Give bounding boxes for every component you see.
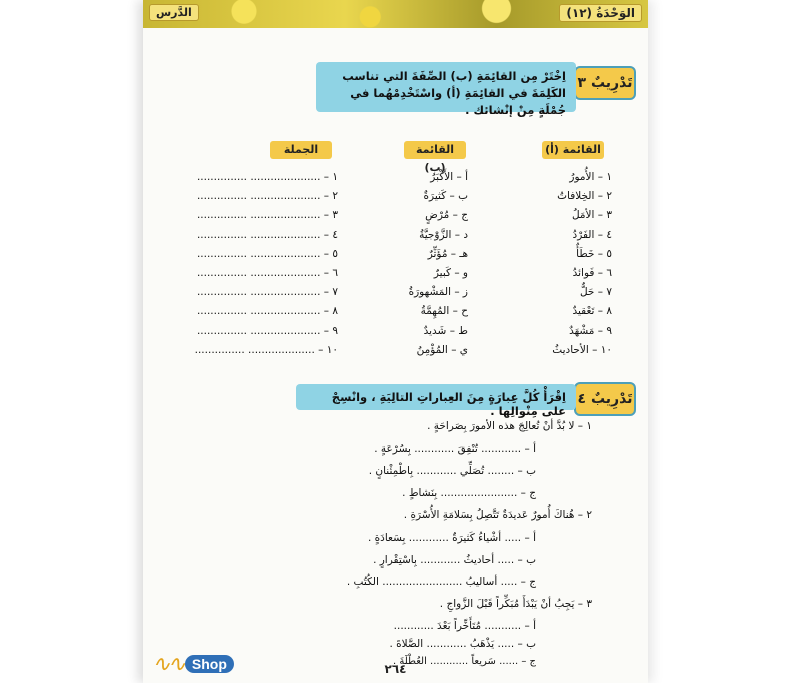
unit-label: الوَحْدَةُ (١٢) [559,4,642,22]
exercise-item: ب – ..... أحاديثُ ............ بِاسْتِقْرارٍ . [373,554,536,566]
list-item: ب – كَثيرَةٌ [423,190,468,203]
exercise-item: ج – ...... سَريعاً ............ العُطْلَةَ . [393,656,536,667]
exercise-3-instruction: اِخْتَرْ مِن القائِمَةِ (ب) الصِّفَةَ التي تناسب الكَلِمَةَ في القائِمَةِ (أ) واسْتَخْدِمْهُما في جُمْلَةٍ مِنْ إنْشائك . [316,62,576,112]
sentence-line: ٧ – ..................... ............... [196,286,338,299]
exercise-item: ب – ..... يَذْهَبُ ............ الصَّلاةَ . [389,638,536,650]
list-item: ج – مُرْضٍ [425,209,468,222]
sentence-list [188,168,338,360]
exercise-item: ٣ – يَجِبُ أنْ يَبْدَأَ مُبَكِّراً قَبْلَ الزَّواجِ . [439,598,592,610]
list-item: ٢ – الخِلافاتُ [557,190,612,203]
sentence-line: ٥ – ..................... ............... [196,247,338,260]
logo-text: Shop [185,655,234,673]
exercise-item: أ – ............ تُنْفِقَ ............ بِسُرْعَةٍ . [374,443,536,455]
list-item: ٤ – الفَرْدُ [572,228,612,241]
list-item: ح – المُهِمَّةُ [420,305,468,318]
list-item: هـ – مُؤَثِّرٌ [427,247,468,260]
list-item: ٨ – تَعْقيدٌ [572,305,612,318]
sentence-line: ٣ – ..................... ............... [196,209,338,222]
sentence-line: ٩ – ..................... ............... [196,324,338,337]
sentence-line: ٨ – ..................... ............... [196,305,338,318]
exercise-3-label: تَدْرِيبٌ ٣ [574,66,636,100]
exercise-item: ج – ....................... بِنَشاطٍ . [402,487,536,499]
list-item: ٩ – مَشْهَدٌ [569,324,612,337]
exercise-4-instruction: اِقْرَأْ كُلَّ عِبارَةٍ مِنَ العِباراتِ التالِيَةِ ، وانْسِجْ على مِنْوالِها . [296,384,576,410]
list-item: ١٠ – الأحاديثُ [552,343,612,356]
book-page [143,0,648,683]
sentence-line: ٤ – ..................... ............... [196,228,338,241]
list-item: ط – شَديدٌ [423,324,468,337]
list-item: ٧ – حَلٌّ [579,286,612,299]
list-item: أ – الأَكْبَرُ [430,171,468,183]
column-sentence-header: الجملة [270,141,332,159]
swirl-icon: ∿∿ [152,651,183,676]
column-a-header: القائمة (أ) [542,141,604,159]
sentence-line: ١ – ..................... ............... [196,171,338,183]
exercise-item: أ – ..... أشْياءُ كَثيرَةٌ ............ بِسَعادَةٍ . [368,532,536,544]
list-item: ٥ – خَطَأٌ [576,247,612,260]
exercise-item: ٢ – هُناكَ أُمورٌ عَديدَةٌ تَتَّصِلُ بِسَلامَةِ الأُسْرَةِ . [403,509,592,521]
header-banner [143,0,648,28]
sentence-line: ١٠ – .................... ............... [194,343,338,356]
exercise-item: ب – ........ تُصَلِّي ............ بِاطْمِئْنانٍ . [368,465,536,477]
list-item: د – الزَّوْجيَّةُ [419,228,468,241]
list-item: و – كَبيرٌ [433,266,468,279]
exercise-4-label: تَدْرِيبٌ ٤ [574,382,636,416]
list-item: ٦ – فَوائدُ [572,266,612,279]
list-b [378,168,468,360]
list-a [522,168,612,360]
list-item: ز – المَشْهورَةُ [408,286,468,299]
shop-logo [152,651,234,677]
list-item: ١ – الأُمورُ [569,171,612,183]
list-item: ٣ – الأمَلُ [571,209,612,222]
column-b-header: القائمة (ب) [404,141,466,159]
exercise-item: أ – ........... مُتَأَخِّراً بَعْدَ ............ [393,620,536,632]
page-number: ٢٦٤ [384,662,407,676]
exercise-item: ج – ..... أساليبُ ........................ الكُتُبِ . [346,576,536,588]
list-item: ي – المُؤْمِنُ [416,343,468,356]
lesson-label: الدَّرس [149,4,199,21]
exercise-item: ١ – لا بُدَّ أنْ تُعالِجَ هذه الأمورَ بِصَراحَةٍ . [427,420,592,432]
sentence-line: ٦ – ..................... ............... [196,266,338,279]
sentence-line: ٢ – ..................... ............... [196,190,338,203]
